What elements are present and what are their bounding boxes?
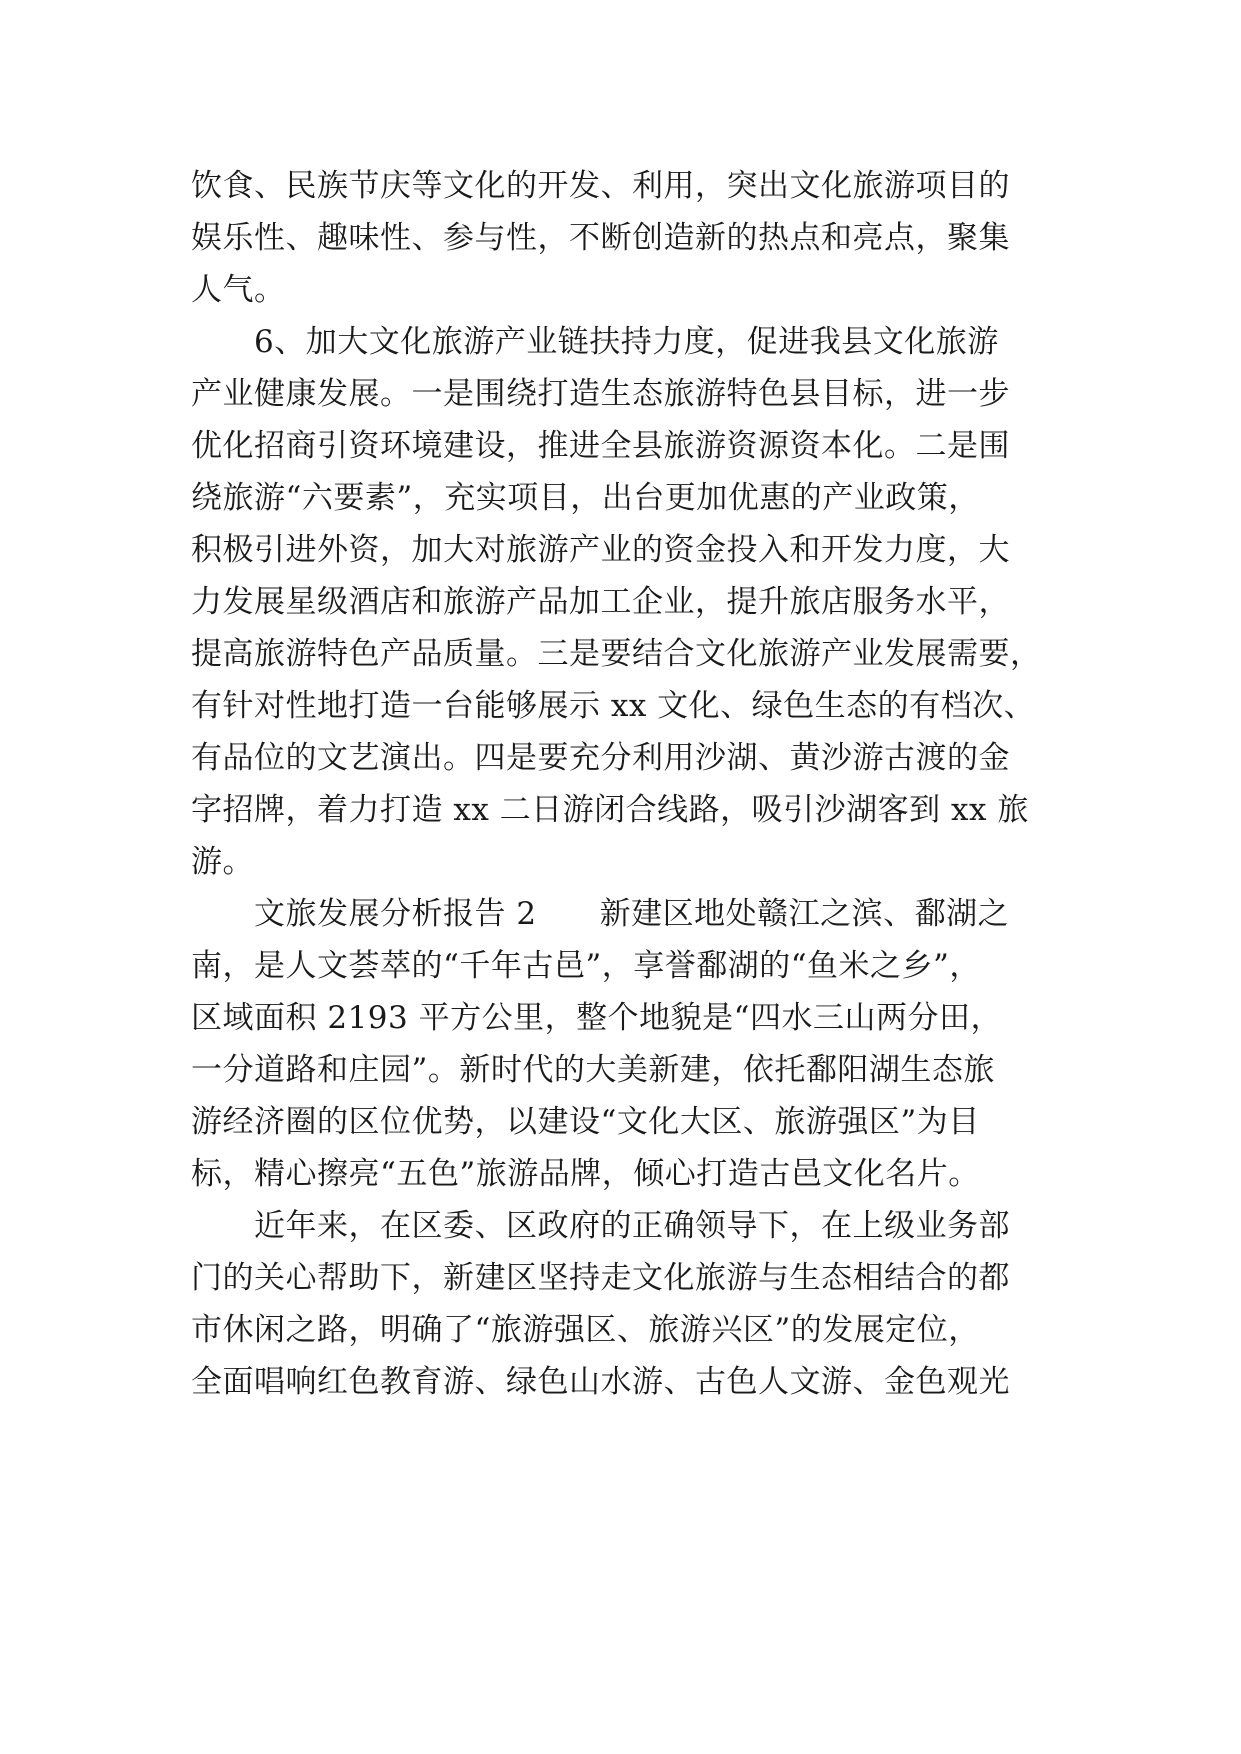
text-line: 积极引进外资，加大对旅游产业的资金投入和开发力度，大 <box>191 532 1010 568</box>
text-line: 字招牌，着力打造 xx 二日游闭合线路，吸引沙湖客到 xx 旅 <box>191 792 1029 828</box>
text-line: 绕旅游“六要素”，充实项目，出台更加优惠的产业政策， <box>191 480 980 516</box>
text-line: 6、加大文化旅游产业链扶持力度，促进我县文化旅游 <box>191 324 999 360</box>
text-line: 近年来，在区委、区政府的正确领导下，在上级业务部 <box>191 1208 1010 1244</box>
text-line: 有针对性地打造一台能够展示 xx 文化、绿色生态的有档次、 <box>191 688 1036 724</box>
text-line: 游经济圈的区位优势，以建设“文化大区、旅游强区”为目 <box>191 1104 980 1140</box>
text-line: 游。 <box>191 844 254 880</box>
text-line: 门的关心帮助下，新建区坚持走文化旅游与生态相结合的都 <box>191 1260 1010 1296</box>
body-text <box>191 160 1061 1408</box>
text-line: 有品位的文艺演出。四是要充分利用沙湖、黄沙游古渡的金 <box>191 740 1010 776</box>
text-line: 提高旅游特色产品质量。三是要结合文化旅游产业发展需要， <box>191 636 1042 672</box>
text-line: 文旅发展分析报告 2 新建区地处赣江之滨、鄱湖之 <box>191 896 1010 932</box>
text-line: 产业健康发展。一是围绕打造生态旅游特色县目标，进一步 <box>191 376 1010 412</box>
text-line: 力发展星级酒店和旅游产品加工企业，提升旅店服务水平， <box>191 584 1010 620</box>
text-line: 区域面积 2193 平方公里，整个地貌是“四水三山两分田， <box>191 1000 1002 1036</box>
text-line: 娱乐性、趣味性、参与性，不断创造新的热点和亮点，聚集 <box>191 220 1010 256</box>
text-line: 人气。 <box>191 272 286 308</box>
text-line: 一分道路和庄园”。新时代的大美新建，依托鄱阳湖生态旅 <box>191 1052 995 1088</box>
text-line: 优化招商引资环境建设，推进全县旅游资源资本化。二是围 <box>191 428 1010 464</box>
text-line: 饮食、民族节庆等文化的开发、利用，突出文化旅游项目的 <box>191 168 1010 204</box>
text-line: 标，精心擦亮“五色”旅游品牌，倾心打造古邑文化名片。 <box>191 1156 980 1192</box>
text-line: 市休闲之路，明确了“旅游强区、旅游兴区”的发展定位， <box>191 1312 980 1348</box>
text-line: 南，是人文荟萃的“千年古邑”，享誉鄱湖的“鱼米之乡”， <box>191 948 981 984</box>
text-line: 全面唱响红色教育游、绿色山水游、古色人文游、金色观光 <box>191 1364 1010 1400</box>
